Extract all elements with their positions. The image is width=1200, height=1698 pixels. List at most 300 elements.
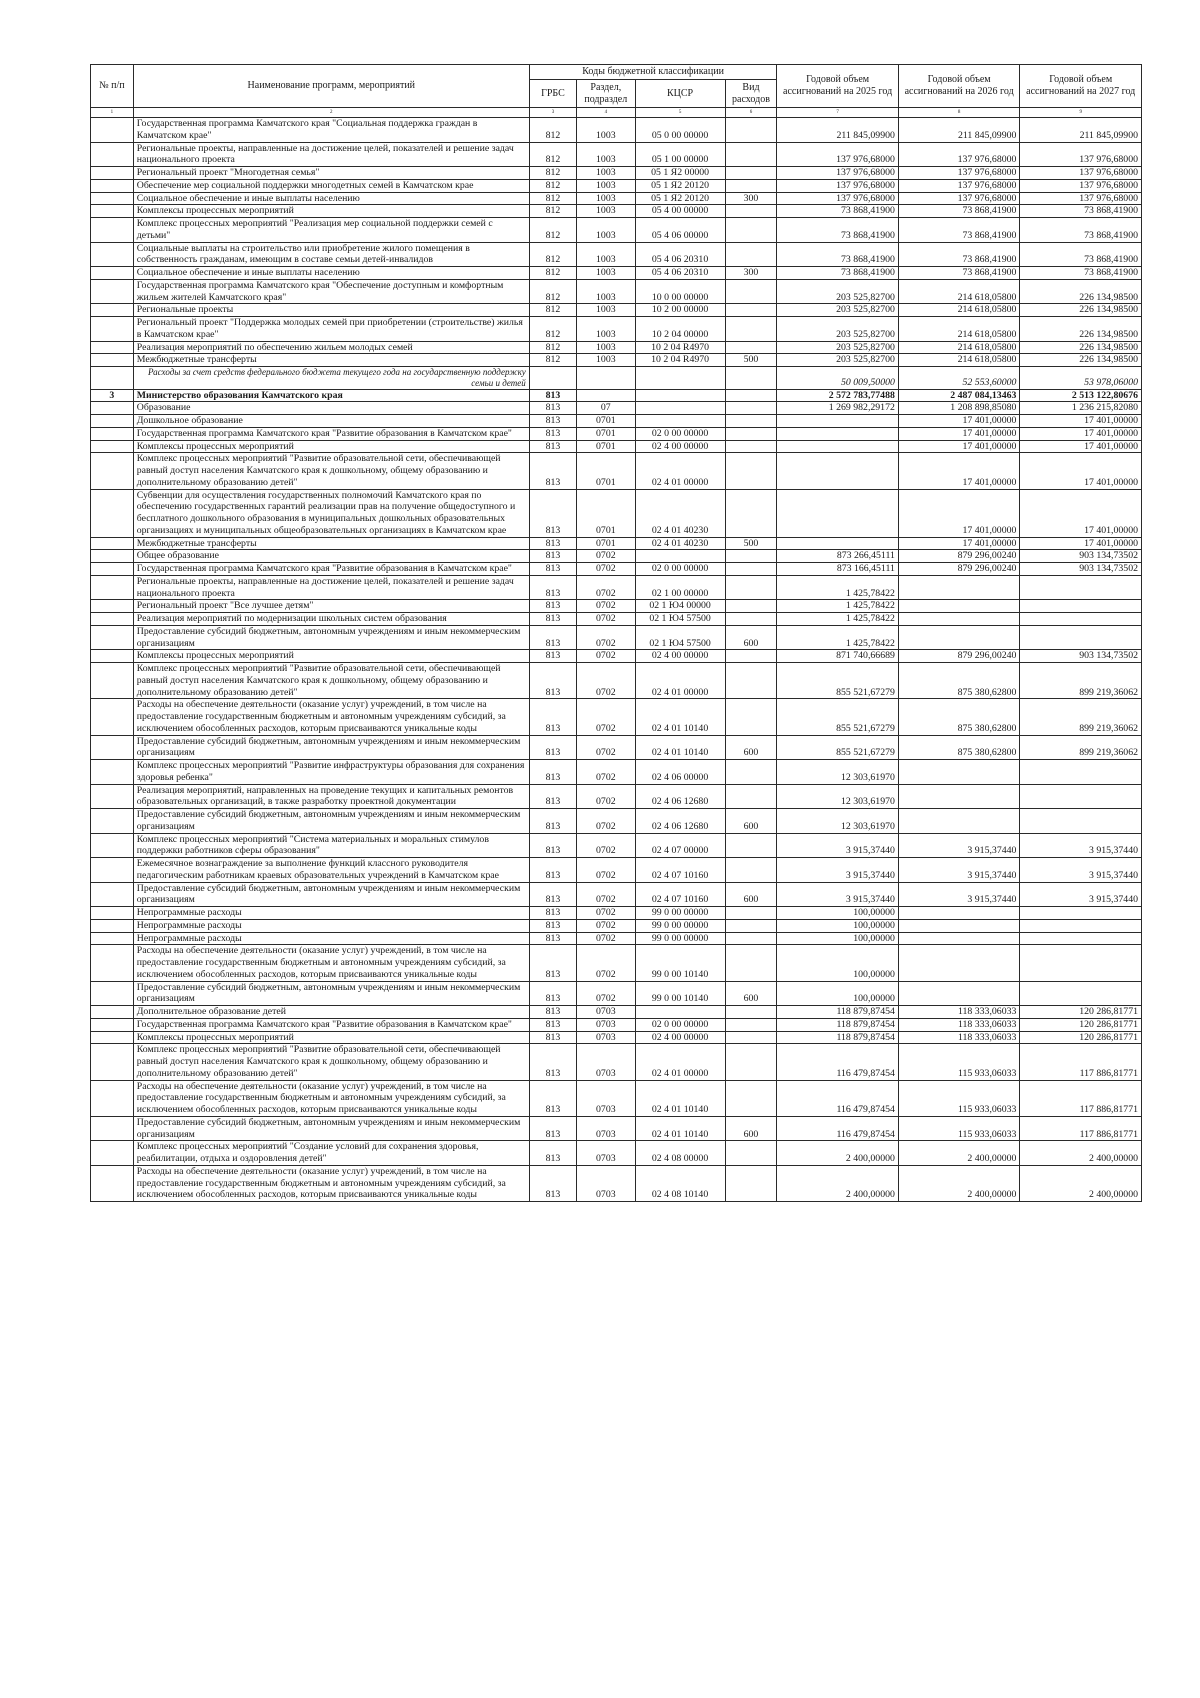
row-name: Комплекс процессных мероприятий "Развитие инфраструктуры образования для сохранения здоровья ребенка" [133,760,529,785]
row-name: Региональные проекты, направленные на достижение целей, показателей и решение задач национального проекта [133,142,529,167]
row-kcsr: 02 4 01 10140 [635,699,725,735]
row-amount-2026 [898,945,1020,981]
row-section: 1003 [577,304,636,317]
row-amount-2027 [1020,600,1142,613]
row-amount-2026 [898,600,1020,613]
row-index [91,600,134,613]
row-amount-2025 [777,453,899,489]
row-grbs: 812 [529,179,576,192]
row-name: Предоставление субсидий бюджетным, автономным учреждениям и иным некоммерческим организациям [133,735,529,760]
table-row [91,389,1142,402]
row-grbs: 812 [529,167,576,180]
row-expense-type [725,613,777,626]
row-grbs: 813 [529,735,576,760]
row-name: Расходы на обеспечение деятельности (оказание услуг) учреждений, в том числе на предоставление государственным бюджетным и автономным учреждениям субсидий, за исключением обособленных расходов, которым присваиваются уникальные коды [133,945,529,981]
row-section: 0702 [577,735,636,760]
row-section: 0701 [577,427,636,440]
row-expense-type [725,663,777,699]
row-index [91,1165,134,1201]
row-amount-2026: 17 401,00000 [898,453,1020,489]
row-expense-type [725,440,777,453]
row-amount-2025: 12 303,61970 [777,809,899,834]
row-kcsr: 02 4 08 10140 [635,1165,725,1201]
row-name: Реализация мероприятий по обеспечению жильем молодых семей [133,341,529,354]
row-index [91,932,134,945]
header-name: Наименование программ, мероприятий [133,65,529,108]
row-kcsr: 05 0 00 00000 [635,118,725,143]
row-grbs: 812 [529,218,576,243]
table-row [91,945,1142,981]
row-amount-2026: 17 401,00000 [898,537,1020,550]
row-section: 1003 [577,267,636,280]
row-grbs: 812 [529,118,576,143]
row-amount-2025: 73 868,41900 [777,205,899,218]
row-index [91,367,134,390]
row-kcsr: 02 4 06 12680 [635,784,725,809]
row-section: 1003 [577,279,636,304]
row-index [91,267,134,280]
row-amount-2027: 137 976,68000 [1020,142,1142,167]
row-amount-2025: 873 166,45111 [777,563,899,576]
row-kcsr: 05 4 06 00000 [635,218,725,243]
row-section: 0701 [577,489,636,537]
row-index [91,317,134,342]
row-amount-2027 [1020,919,1142,932]
row-amount-2026: 214 618,05800 [898,317,1020,342]
row-amount-2025: 12 303,61970 [777,760,899,785]
row-amount-2025: 50 009,50000 [777,367,899,390]
table-row [91,427,1142,440]
row-amount-2027: 226 134,98500 [1020,304,1142,317]
row-expense-type [725,304,777,317]
row-section: 0702 [577,600,636,613]
row-section: 0703 [577,1141,636,1166]
row-section: 1003 [577,179,636,192]
row-index [91,341,134,354]
budget-table-sheet [90,64,1142,1202]
row-name: Предоставление субсидий бюджетным, автономным учреждениям и иным некоммерческим организациям [133,625,529,650]
column-number: 4 [577,108,636,118]
row-name: Региональный проект "Все лучшее детям" [133,600,529,613]
row-amount-2026: 879 296,00240 [898,563,1020,576]
row-amount-2027: 17 401,00000 [1020,415,1142,428]
row-amount-2026: 118 333,06033 [898,1018,1020,1031]
row-amount-2027: 1 236 215,82080 [1020,402,1142,415]
row-grbs: 812 [529,354,576,367]
table-row [91,735,1142,760]
row-amount-2026: 3 915,37440 [898,833,1020,858]
row-section: 1003 [577,218,636,243]
row-amount-2025: 100,00000 [777,945,899,981]
row-index [91,833,134,858]
row-kcsr: 02 1 Ю4 57500 [635,625,725,650]
row-section [577,367,636,390]
row-amount-2027: 17 401,00000 [1020,489,1142,537]
row-section: 0703 [577,1006,636,1019]
row-amount-2027: 2 513 122,80676 [1020,389,1142,402]
row-name: Комплекс процессных мероприятий "Развитие образовательной сети, обеспечивающей равный доступ населения Камчатского края к дошкольному, общему образованию и дополнительному образованию детей" [133,1044,529,1080]
row-amount-2027: 903 134,73502 [1020,650,1142,663]
table-row [91,1080,1142,1116]
row-section: 0702 [577,833,636,858]
row-amount-2025: 1 425,78422 [777,625,899,650]
row-section: 0702 [577,550,636,563]
row-amount-2025 [777,440,899,453]
row-name: Комплекс процессных мероприятий "Создание условий для сохранения здоровья, реабилитации, отдыха и оздоровления детей" [133,1141,529,1166]
table-row [91,809,1142,834]
row-expense-type [725,389,777,402]
row-expense-type [725,218,777,243]
row-index [91,354,134,367]
row-kcsr: 99 0 00 10140 [635,981,725,1006]
row-amount-2027: 17 401,00000 [1020,440,1142,453]
row-index [91,167,134,180]
row-index [91,882,134,907]
row-grbs: 813 [529,453,576,489]
table-row [91,1165,1142,1201]
table-row [91,304,1142,317]
row-amount-2027: 73 868,41900 [1020,205,1142,218]
row-amount-2027: 899 219,36062 [1020,699,1142,735]
row-amount-2027: 73 868,41900 [1020,267,1142,280]
table-row [91,440,1142,453]
row-index [91,735,134,760]
row-kcsr: 99 0 00 10140 [635,945,725,981]
row-name: Непрограммные расходы [133,919,529,932]
row-name: Расходы на обеспечение деятельности (оказание услуг) учреждений, в том числе на предоставление государственным бюджетным и автономным учреждениям субсидий, за исключением обособленных расходов, которым присваиваются уникальные коды [133,1165,529,1201]
header-expense-type: Вид расходов [725,80,777,108]
row-section: 1003 [577,242,636,267]
row-grbs [529,367,576,390]
row-amount-2027 [1020,981,1142,1006]
header-kcsr: КЦСР [635,80,725,108]
row-index [91,192,134,205]
row-grbs: 812 [529,317,576,342]
row-index [91,1031,134,1044]
row-amount-2026: 137 976,68000 [898,179,1020,192]
row-grbs: 813 [529,440,576,453]
row-expense-type [725,317,777,342]
row-name: Региональный проект "Многодетная семья" [133,167,529,180]
row-grbs: 813 [529,1018,576,1031]
row-section: 0702 [577,663,636,699]
row-amount-2026: 52 553,60000 [898,367,1020,390]
row-kcsr: 99 0 00 00000 [635,932,725,945]
row-kcsr: 02 4 01 10140 [635,735,725,760]
column-number: 7 [777,108,899,118]
row-expense-type [725,489,777,537]
budget-allocation-table [90,64,1142,1202]
row-amount-2027 [1020,784,1142,809]
row-index [91,919,134,932]
row-amount-2027: 117 886,81771 [1020,1116,1142,1141]
row-grbs: 813 [529,858,576,883]
row-name: Социальные выплаты на строительство или приобретение жилого помещения в собственность гражданам, имеющим в составе семьи детей-инвалидов [133,242,529,267]
row-grbs: 813 [529,919,576,932]
row-amount-2027: 73 868,41900 [1020,242,1142,267]
row-grbs: 813 [529,1080,576,1116]
row-kcsr: 02 4 01 40230 [635,489,725,537]
row-amount-2027: 137 976,68000 [1020,192,1142,205]
row-name: Региональные проекты, направленные на достижение целей, показателей и решение задач национального проекта [133,575,529,600]
row-expense-type: 600 [725,1116,777,1141]
row-name: Реализация мероприятий, направленных на проведение текущих и капитальных ремонтов образовательных организаций, в также разработку проектной документации [133,784,529,809]
row-amount-2027 [1020,932,1142,945]
row-name: Комплексы процессных мероприятий [133,650,529,663]
row-section: 0701 [577,453,636,489]
row-grbs: 813 [529,882,576,907]
row-amount-2025 [777,427,899,440]
table-row [91,242,1142,267]
row-amount-2026 [898,575,1020,600]
row-expense-type: 600 [725,809,777,834]
table-row [91,650,1142,663]
row-index [91,625,134,650]
row-expense-type [725,907,777,920]
row-index [91,179,134,192]
row-expense-type [725,1141,777,1166]
row-grbs: 813 [529,650,576,663]
row-kcsr [635,415,725,428]
row-amount-2027: 226 134,98500 [1020,341,1142,354]
row-amount-2026: 115 933,06033 [898,1044,1020,1080]
row-amount-2027: 120 286,81771 [1020,1006,1142,1019]
row-amount-2026: 2 400,00000 [898,1141,1020,1166]
row-grbs: 813 [529,663,576,699]
row-amount-2025: 118 879,87454 [777,1006,899,1019]
table-row [91,192,1142,205]
row-expense-type [725,367,777,390]
row-name: Дополнительное образование детей [133,1006,529,1019]
row-amount-2026: 879 296,00240 [898,650,1020,663]
row-expense-type [725,699,777,735]
row-section: 1003 [577,142,636,167]
table-row [91,1116,1142,1141]
table-row [91,1031,1142,1044]
row-index [91,1018,134,1031]
row-amount-2025: 855 521,67279 [777,663,899,699]
table-row [91,537,1142,550]
column-number: 9 [1020,108,1142,118]
row-amount-2025: 3 915,37440 [777,858,899,883]
header-index: № п/п [91,65,134,108]
row-index [91,402,134,415]
row-expense-type [725,402,777,415]
row-index [91,809,134,834]
row-amount-2026: 118 333,06033 [898,1006,1020,1019]
row-index [91,858,134,883]
row-amount-2026: 2 400,00000 [898,1165,1020,1201]
row-index [91,1141,134,1166]
row-name: Предоставление субсидий бюджетным, автономным учреждениям и иным некоммерческим организациям [133,809,529,834]
row-name: Расходы за счет средств федерального бюджета текущего года на государственную поддержку семьи и детей [133,367,529,390]
row-index [91,1080,134,1116]
row-amount-2026: 879 296,00240 [898,550,1020,563]
row-amount-2026 [898,919,1020,932]
row-amount-2027: 903 134,73502 [1020,550,1142,563]
row-kcsr: 05 4 00 00000 [635,205,725,218]
row-index [91,1116,134,1141]
row-kcsr: 02 4 01 00000 [635,663,725,699]
row-expense-type [725,1031,777,1044]
row-expense-type [725,179,777,192]
row-amount-2027: 2 400,00000 [1020,1165,1142,1201]
row-kcsr: 05 1 Я2 00000 [635,167,725,180]
row-kcsr: 02 1 00 00000 [635,575,725,600]
row-index [91,613,134,626]
row-amount-2026: 137 976,68000 [898,167,1020,180]
row-kcsr: 05 1 00 00000 [635,142,725,167]
table-row [91,267,1142,280]
row-kcsr [635,1006,725,1019]
row-amount-2027: 3 915,37440 [1020,858,1142,883]
row-amount-2026: 73 868,41900 [898,218,1020,243]
table-row [91,1044,1142,1080]
row-amount-2025: 2 572 783,77488 [777,389,899,402]
row-expense-type [725,932,777,945]
row-amount-2025: 73 868,41900 [777,267,899,280]
row-name: Комплекс процессных мероприятий "Реализация мер социальной поддержки семей с детьми" [133,218,529,243]
table-row [91,858,1142,883]
row-expense-type [725,1080,777,1116]
row-grbs: 813 [529,699,576,735]
row-amount-2025: 73 868,41900 [777,242,899,267]
column-number: 3 [529,108,576,118]
table-row [91,354,1142,367]
row-expense-type [725,760,777,785]
row-amount-2027: 137 976,68000 [1020,179,1142,192]
row-amount-2026: 875 380,62800 [898,735,1020,760]
row-name: Государственная программа Камчатского края "Развитие образования в Камчатском крае" [133,1018,529,1031]
row-section: 0701 [577,415,636,428]
row-section: 0703 [577,1080,636,1116]
row-kcsr: 02 4 07 00000 [635,833,725,858]
row-amount-2026 [898,932,1020,945]
row-amount-2027: 226 134,98500 [1020,279,1142,304]
table-row [91,625,1142,650]
table-row [91,699,1142,735]
row-amount-2025: 137 976,68000 [777,167,899,180]
table-row [91,367,1142,390]
row-name: Министерство образования Камчатского края [133,389,529,402]
column-number: 8 [898,108,1020,118]
row-amount-2025: 203 525,82700 [777,304,899,317]
row-name: Комплексы процессных мероприятий [133,1031,529,1044]
row-index [91,427,134,440]
row-amount-2025: 12 303,61970 [777,784,899,809]
row-grbs: 813 [529,613,576,626]
row-amount-2027: 117 886,81771 [1020,1044,1142,1080]
row-section: 0702 [577,882,636,907]
row-amount-2025 [777,537,899,550]
row-expense-type [725,650,777,663]
row-section: 0703 [577,1044,636,1080]
row-expense-type [725,1165,777,1201]
row-index [91,1006,134,1019]
row-amount-2027: 2 400,00000 [1020,1141,1142,1166]
row-expense-type [725,242,777,267]
table-row [91,563,1142,576]
row-amount-2027: 226 134,98500 [1020,317,1142,342]
row-amount-2027: 211 845,09900 [1020,118,1142,143]
row-kcsr: 02 4 01 00000 [635,453,725,489]
table-row [91,907,1142,920]
row-section: 1003 [577,341,636,354]
row-expense-type: 300 [725,192,777,205]
table-row [91,600,1142,613]
row-section: 0702 [577,613,636,626]
row-name: Государственная программа Камчатского края "Социальная поддержка граждан в Камчатском крае" [133,118,529,143]
row-name: Комплексы процессных мероприятий [133,205,529,218]
row-amount-2025: 116 479,87454 [777,1080,899,1116]
table-row [91,760,1142,785]
row-index [91,945,134,981]
row-expense-type [725,945,777,981]
row-amount-2027: 73 868,41900 [1020,218,1142,243]
row-section: 0701 [577,537,636,550]
row-amount-2026: 875 380,62800 [898,699,1020,735]
row-section: 1003 [577,167,636,180]
row-name: Комплекс процессных мероприятий "Система материальных и моральных стимулов поддержки работников сферы образования" [133,833,529,858]
row-expense-type [725,550,777,563]
row-amount-2026: 875 380,62800 [898,663,1020,699]
row-amount-2026: 137 976,68000 [898,142,1020,167]
row-amount-2027: 53 978,06000 [1020,367,1142,390]
row-grbs: 813 [529,600,576,613]
row-grbs: 813 [529,1006,576,1019]
row-grbs: 813 [529,489,576,537]
row-amount-2026: 73 868,41900 [898,267,1020,280]
row-amount-2025: 3 915,37440 [777,882,899,907]
row-name: Предоставление субсидий бюджетным, автономным учреждениям и иным некоммерческим организациям [133,981,529,1006]
row-amount-2026: 17 401,00000 [898,415,1020,428]
row-amount-2026: 214 618,05800 [898,279,1020,304]
row-kcsr [635,367,725,390]
header-year-2026: Годовой объем ассигнований на 2026 год [898,65,1020,108]
row-index [91,981,134,1006]
row-section: 0702 [577,981,636,1006]
row-name: Социальное обеспечение и иные выплаты населению [133,192,529,205]
row-section: 0702 [577,575,636,600]
row-amount-2027: 226 134,98500 [1020,354,1142,367]
column-number-row [91,108,1142,118]
row-section: 0702 [577,809,636,834]
row-amount-2027 [1020,625,1142,650]
row-index: 3 [91,389,134,402]
row-kcsr: 05 4 06 20310 [635,267,725,280]
row-name: Образование [133,402,529,415]
row-name: Расходы на обеспечение деятельности (оказание услуг) учреждений, в том числе на предоставление государственным бюджетным и автономным учреждениям субсидий, за исключением обособленных расходов, которым присваиваются уникальные коды [133,699,529,735]
row-expense-type [725,167,777,180]
row-amount-2025: 203 525,82700 [777,279,899,304]
row-amount-2027 [1020,760,1142,785]
row-name: Непрограммные расходы [133,907,529,920]
column-number: 1 [91,108,134,118]
row-kcsr: 10 2 04 R4970 [635,341,725,354]
row-section: 0702 [577,945,636,981]
row-amount-2026: 2 487 084,13463 [898,389,1020,402]
row-expense-type [725,453,777,489]
row-index [91,650,134,663]
row-grbs: 813 [529,932,576,945]
row-amount-2026 [898,907,1020,920]
row-kcsr [635,550,725,563]
row-name: Субвенции для осуществления государственных полномочий Камчатского края по обеспечению государственных гарантий реализации прав на получение общедоступного и бесплатного дошкольного образования в муниципальных дошкольных образовательных организациях и муниципальных общеобразовательных организациях в Камчатском крае [133,489,529,537]
row-name: Комплекс процессных мероприятий "Развитие образовательной сети, обеспечивающей равный доступ населения Камчатского края к дошкольному, общему образованию и дополнительному образованию детей" [133,663,529,699]
row-name: Государственная программа Камчатского края "Обеспечение доступным и комфортным жильем жителей Камчатского края" [133,279,529,304]
row-amount-2025: 116 479,87454 [777,1116,899,1141]
row-grbs: 813 [529,1044,576,1080]
